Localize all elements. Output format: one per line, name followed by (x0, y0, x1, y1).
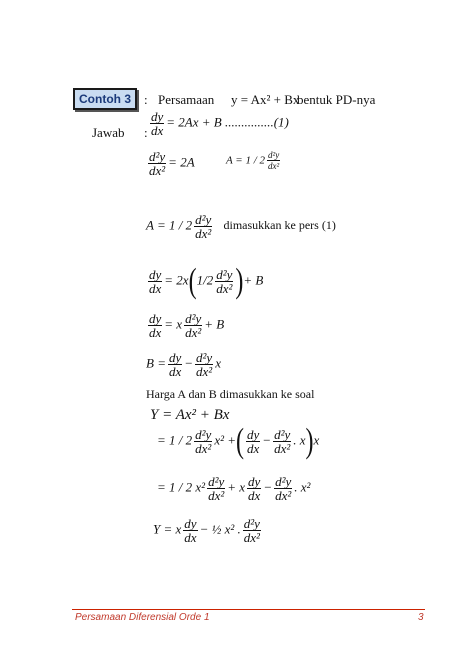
equation-1: $\frac{dy}{dx}$ = 2Ax + B ...............(1) (151, 109, 289, 138)
header-intro: Persamaan (158, 92, 215, 107)
equation-11: Y = x $\frac{dy}{dx}$ − ½ x² . $\frac{\text{d²y}}{\text{dx²}}$ (153, 516, 260, 545)
equation-4: A = 1 / 2 $\frac{\text{d²y}}{\text{dx²}}$ dimasukkan ke pers (1) (146, 212, 336, 241)
equation-2: $\frac{\text{d²y}}{\text{dx²}}$ = 2A (149, 149, 195, 178)
equation-9: = 1 / 2 $\frac{\text{d²y}}{\text{dx²}}$ x² +( $\frac{dy}{dx}$ − $\frac{\text{d²y}}{\text{dx²}}$ . x)x (157, 422, 320, 461)
header-tail: bentuk PD-nya (297, 92, 376, 107)
equation-5: $\frac{dy}{dx}$ = 2x(1/2 $\frac{\text{d²y}}{\text{dx²}}$ )+ B (149, 262, 264, 301)
jawab-colon: : (144, 125, 148, 140)
equation-8: Y = Ax² + Bx (150, 407, 230, 423)
page-number: 3 (418, 612, 424, 623)
jawab-label: Jawab (92, 125, 125, 140)
equation-7: B = $\frac{dy}{dx}$ − $\frac{\text{d²y}}{\text{dx²}}$ x (146, 350, 221, 379)
substitution-text: Harga A dan B dimasukkan ke soal (146, 387, 315, 401)
header-colon: : (144, 92, 148, 107)
example-label: Contoh 3 (73, 88, 137, 110)
equation-10: = 1 / 2 x² $\frac{\text{d²y}}{\text{dx²}}$ + x $\frac{dy}{dx}$ − $\frac{\text{d²y}}{\text{dx²}}$ . x² (157, 474, 311, 503)
header-equation: y = Ax² + Bx (231, 92, 300, 107)
footer-rule (72, 609, 425, 610)
equation-3: A = 1 / 2 $\frac{\text{d²y}}{\text{dx²}}$ (226, 150, 280, 171)
equation-6: $\frac{dy}{dx}$ = x $\frac{\text{d²y}}{\text{dx²}}$ + B (149, 311, 225, 340)
footer-title: Persamaan Diferensial Orde 1 (75, 612, 210, 623)
